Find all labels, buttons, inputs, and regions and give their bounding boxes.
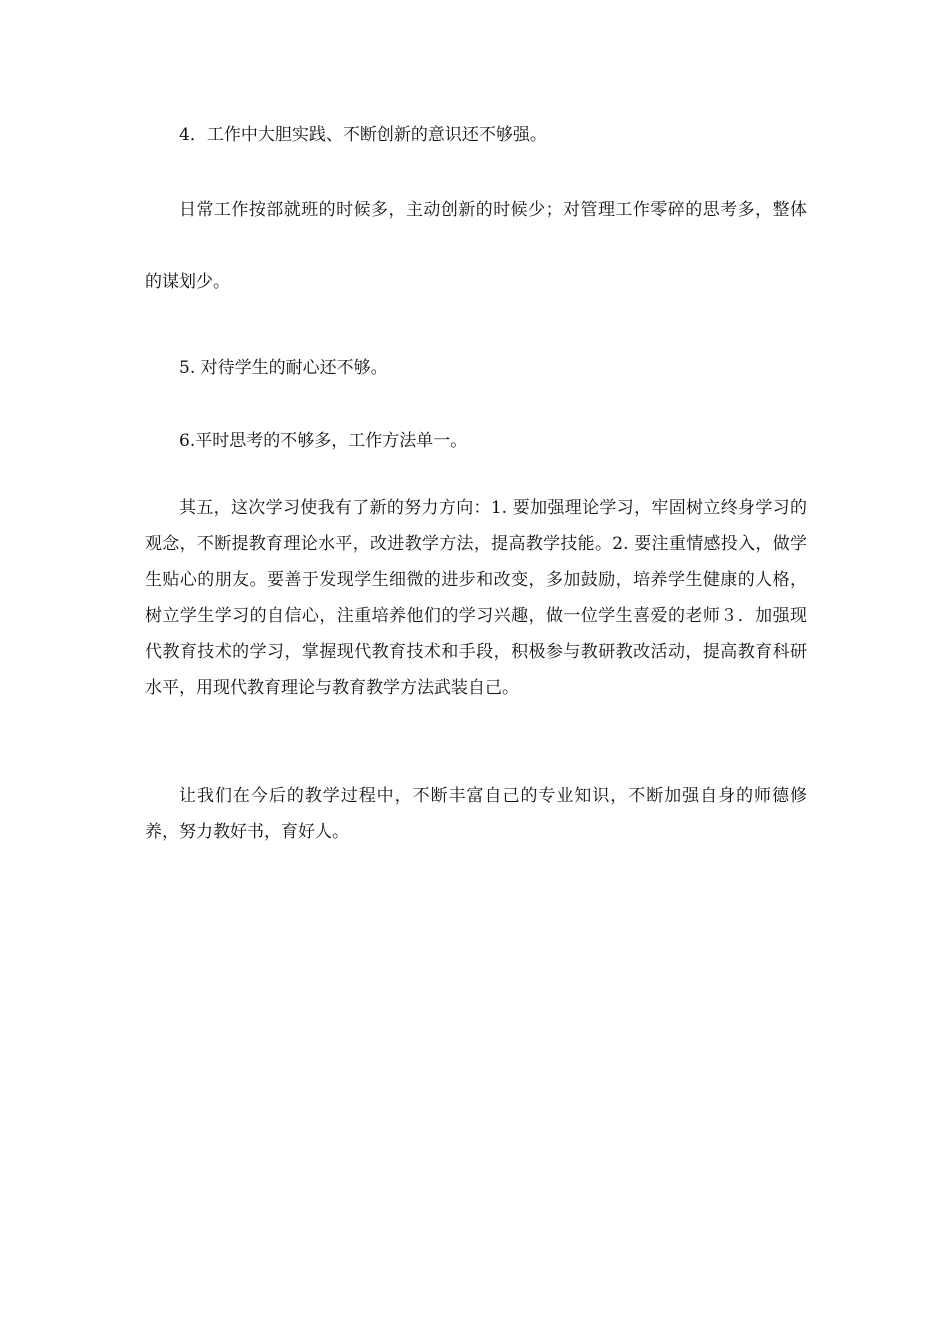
paragraph-new-direction: 其五，这次学习使我有了新的努力方向：1. 要加强理论学习，牢固树立终身学习的观念，不断提教育理论水平，改进教学方法，提高教学技能。2. 要注重情感投入，做学生贴心的朋友。要善于发现学生细微的进步和改变，多加鼓励，培养学生健康的人格，树立学生学习的自信心，注重培养他们的学习兴趣，做一位学生喜爱的老师３．加强现代教育技术的学习，掌握现代教育技术和手段，积极参与教研教改活动，提高教育科研水平，用现代教育理论与教育教学方法武装自己。 xyxy=(145,498,807,698)
paragraph-item-4: 4．工作中大胆实践、不断创新的意识还不够强。 xyxy=(179,125,547,145)
paragraph-conclusion: 让我们在今后的教学过程中，不断丰富自己的专业知识，不断加强自身的师德修养，努力教好书，育好人。 xyxy=(145,786,807,842)
paragraph-item-6: 6.平时思考的不够多，工作方法单一。 xyxy=(179,431,468,451)
paragraph-item-5: 5. 对待学生的耐心还不够。 xyxy=(179,358,388,378)
paragraph-routine-work: 日常工作按部就班的时候多，主动创新的时候少；对管理工作零碎的思考多，整体的谋划少。 xyxy=(145,200,807,292)
